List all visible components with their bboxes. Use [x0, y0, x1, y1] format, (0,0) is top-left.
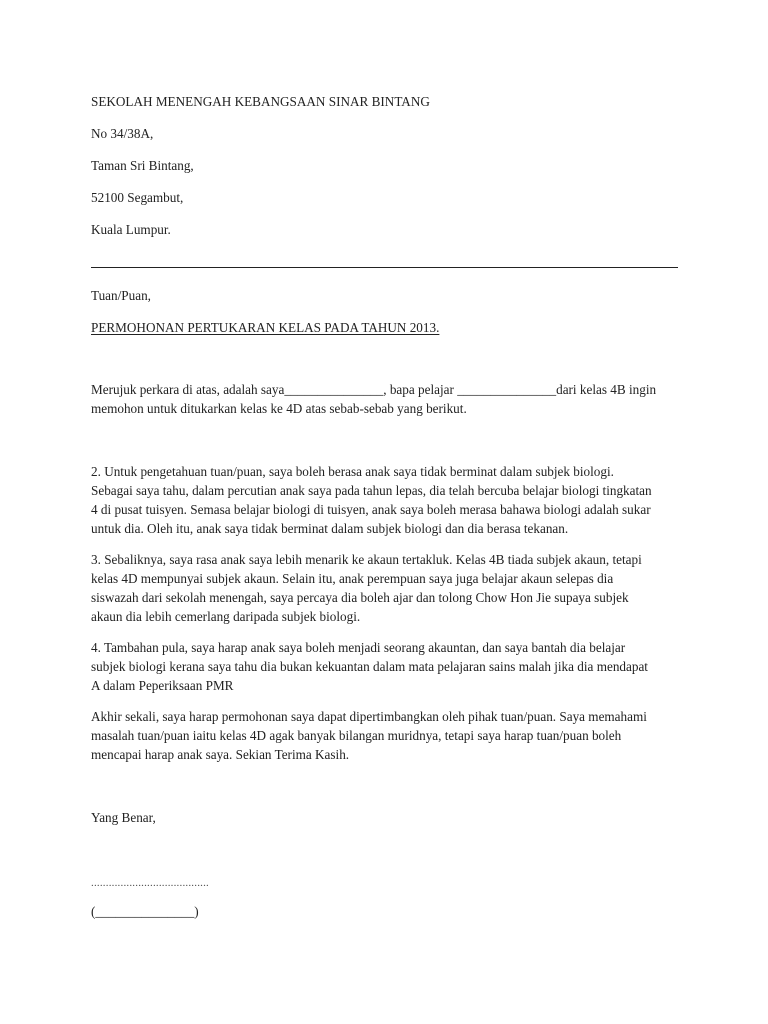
- paragraph-line: 4. Tambahan pula, saya harap anak saya boleh menjadi seorang akauntan, dan saya bantah dia belajar: [91, 640, 626, 655]
- paragraph-line: 3. Sebaliknya, saya rasa anak saya lebih menarik ke akaun tertakluk. Kelas 4B tiada subjek akaun, tetapi: [91, 552, 642, 567]
- paragraph-line: siswazah dari sekolah menengah, saya percaya dia boleh ajar dan tolong Chow Hon Jie supaya subjek: [91, 590, 629, 605]
- address-line-1: No 34/38A,: [91, 126, 154, 141]
- address-line-3: 52100 Segambut,: [91, 190, 184, 205]
- paragraph-line: 2. Untuk pengetahuan tuan/puan, saya boleh berasa anak saya tidak berminat dalam subjek biologi.: [91, 464, 614, 479]
- paragraph-line: A dalam Peperiksaan PMR: [91, 678, 234, 693]
- paragraph-point-2: [91, 462, 691, 538]
- paragraph-line: 4 di pusat tuisyen. Semasa belajar biologi di tuisyen, anak saya boleh merasa bahawa biologi adalah sukar: [91, 502, 651, 517]
- paragraph-line: Merujuk perkara di atas, adalah saya_______________, bapa pelajar _______________dari kelas 4B ingin: [91, 382, 657, 397]
- paragraph-line: masalah tuan/puan iaitu kelas 4D agak banyak bilangan muridnya, tetapi saya harap tuan/puan boleh: [91, 728, 622, 743]
- salutation: Tuan/Puan,: [91, 288, 151, 303]
- school-name: SEKOLAH MENENGAH KEBANGSAAN SINAR BINTANG: [91, 94, 430, 109]
- paragraph-conclusion: [91, 707, 691, 764]
- paragraph-line: akaun dia lebih cemerlang daripada subjek biologi.: [91, 609, 361, 624]
- address-line-4: Kuala Lumpur.: [91, 222, 171, 237]
- paragraph-line: memohon untuk ditukarkan kelas ke 4D atas sebab-sebab yang berikut.: [91, 401, 467, 416]
- header-divider: [91, 267, 678, 268]
- paragraph-line: mencapai harap anak saya. Sekian Terima Kasih.: [91, 747, 350, 762]
- closing: Yang Benar,: [91, 810, 156, 825]
- letter-subject: PERMOHONAN PERTUKARAN KELAS PADA TAHUN 2013.: [91, 320, 440, 335]
- paragraph-point-4: [91, 638, 691, 695]
- paragraph-line: Akhir sekali, saya harap permohonan saya dapat dipertimbangkan oleh pihak tuan/puan. Saya memahami: [91, 709, 647, 724]
- paragraph-line: untuk dia. Oleh itu, anak saya tidak berminat dalam subjek biologi dan dia berasa tekanan.: [91, 521, 569, 536]
- paragraph-line: subjek biologi kerana saya tahu dia bukan kekuantan dalam mata pelajaran sains malah jika dia mendapat: [91, 659, 648, 674]
- paragraph-intro: [91, 380, 691, 418]
- paragraph-line: Sebagai saya tahu, dalam percutian anak saya pada tahun lepas, dia telah bercuba belajar biologi tingkatan: [91, 483, 652, 498]
- signature-line: ........................................: [91, 877, 209, 889]
- paragraph-line: kelas 4D mempunyai subjek akaun. Selain itu, anak perempuan saya juga belajar akaun selepas dia: [91, 571, 614, 586]
- signature-name: (_______________): [91, 904, 199, 919]
- paragraph-point-3: [91, 550, 691, 626]
- address-line-2: Taman Sri Bintang,: [91, 158, 194, 173]
